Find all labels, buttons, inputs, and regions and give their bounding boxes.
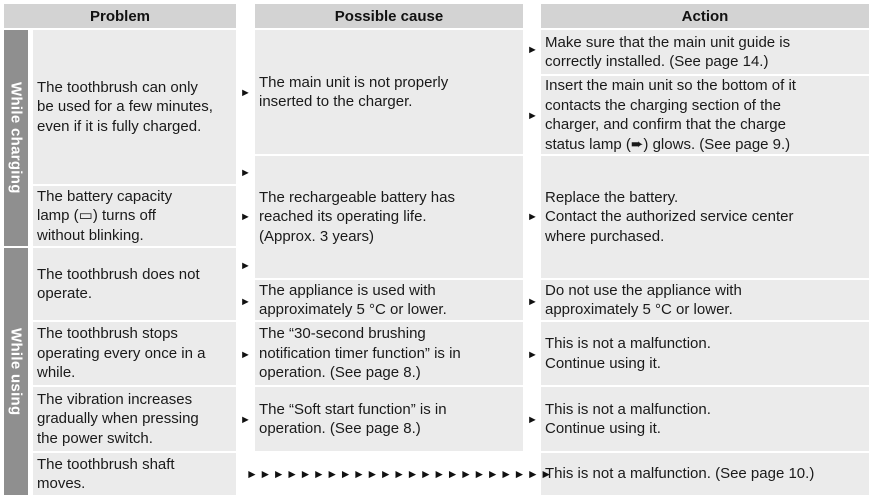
arrow-icon: ►: [240, 211, 251, 223]
arrow-icon: ►: [527, 349, 538, 361]
section-while-charging: [4, 30, 28, 246]
action-cell-5: [541, 322, 869, 385]
action-cell-4: [541, 280, 869, 320]
cause-text-4: The “30-second brushing notification timer function” is in operation. (See page 8.): [259, 325, 461, 382]
arrow-icon: ►: [240, 167, 251, 179]
action-cell-3: [541, 156, 869, 278]
action-text-4: Do not use the appliance with approximately 5 °C or lower.: [545, 281, 742, 318]
problem-text-2: The battery capacity lamp (▭) turns off without blinking.: [37, 187, 173, 244]
arrow-icon: ►: [240, 87, 251, 99]
arrow-icon: ►: [527, 211, 538, 223]
problem-text-1: The toothbrush can only be used for a few minutes, even if it is fully charged.: [37, 78, 213, 135]
header-problem-label: Problem: [89, 7, 150, 25]
problem-text-4: The toothbrush stops operating every once in a while.: [37, 325, 206, 382]
arrow-icon: ►: [240, 414, 251, 426]
cause-cell-1: [255, 30, 523, 154]
problem-cell-2: [33, 186, 236, 246]
action-text-6: This is not a malfunction. Continue using it.: [545, 400, 711, 437]
cause-cell-4: [255, 322, 523, 385]
problem-text-6: The toothbrush shaft moves.: [37, 455, 175, 492]
problem-text-5: The vibration increases gradually when pressing the power switch.: [37, 390, 199, 447]
cause-text-3: The appliance is used with approximately 5 °C or lower.: [259, 281, 447, 318]
header-problem: [4, 4, 236, 28]
action-cell-2: [541, 76, 869, 154]
header-action: [541, 4, 869, 28]
problem-cell-4: [33, 322, 236, 385]
action-cell-7: [541, 453, 869, 495]
action-text-5: This is not a malfunction. Continue using it.: [545, 335, 711, 372]
arrow-row: ►►►►►►►►►►►►►►►►►►►►►►►: [246, 467, 554, 481]
action-text-1: Make sure that the main unit guide is correctly installed. (See page 14.): [545, 33, 791, 70]
problem-cell-1: [33, 30, 236, 184]
section-while-charging-label: While charging: [7, 82, 25, 194]
arrow-icon: ►: [527, 44, 538, 56]
section-while-using-label: While using: [7, 327, 25, 416]
header-possible-cause: [255, 4, 523, 28]
arrow-icon: ►: [527, 110, 538, 122]
arrow-icon: ►: [240, 349, 251, 361]
cause-text-1: The main unit is not properly inserted to the charger.: [259, 73, 449, 110]
section-while-using: [4, 248, 28, 495]
cause-text-2: The rechargeable battery has reached its operating life. (Approx. 3 years): [259, 188, 455, 245]
action-text-7: This is not a malfunction. (See page 10.): [545, 465, 815, 483]
cause-cell-5: [255, 387, 523, 451]
cause-cell-2: [255, 156, 523, 278]
problem-cell-5: [33, 387, 236, 451]
cause-cell-3: [255, 280, 523, 320]
header-cause-label: Possible cause: [334, 7, 444, 25]
cause-text-5: The “Soft start function” is in operation. (See page 8.): [259, 400, 447, 437]
arrow-icon: ►: [527, 414, 538, 426]
action-text-3: Replace the battery. Contact the authorized service center where purchased.: [545, 188, 794, 245]
problem-cell-6: [33, 453, 236, 495]
header-action-label: Action: [681, 7, 729, 25]
action-cell-1: [541, 30, 869, 74]
action-text-2: Insert the main unit so the bottom of it contacts the charging section of the charger, and confirm that the charge status lamp (➨) glows. (See page 9.): [545, 77, 796, 153]
problem-cell-3: [33, 248, 236, 320]
arrow-icon: ►: [240, 296, 251, 308]
arrow-icon: ►: [240, 260, 251, 272]
problem-text-3: The toothbrush does not operate.: [37, 265, 200, 302]
action-cell-6: [541, 387, 869, 451]
arrow-icon: ►: [527, 296, 538, 308]
